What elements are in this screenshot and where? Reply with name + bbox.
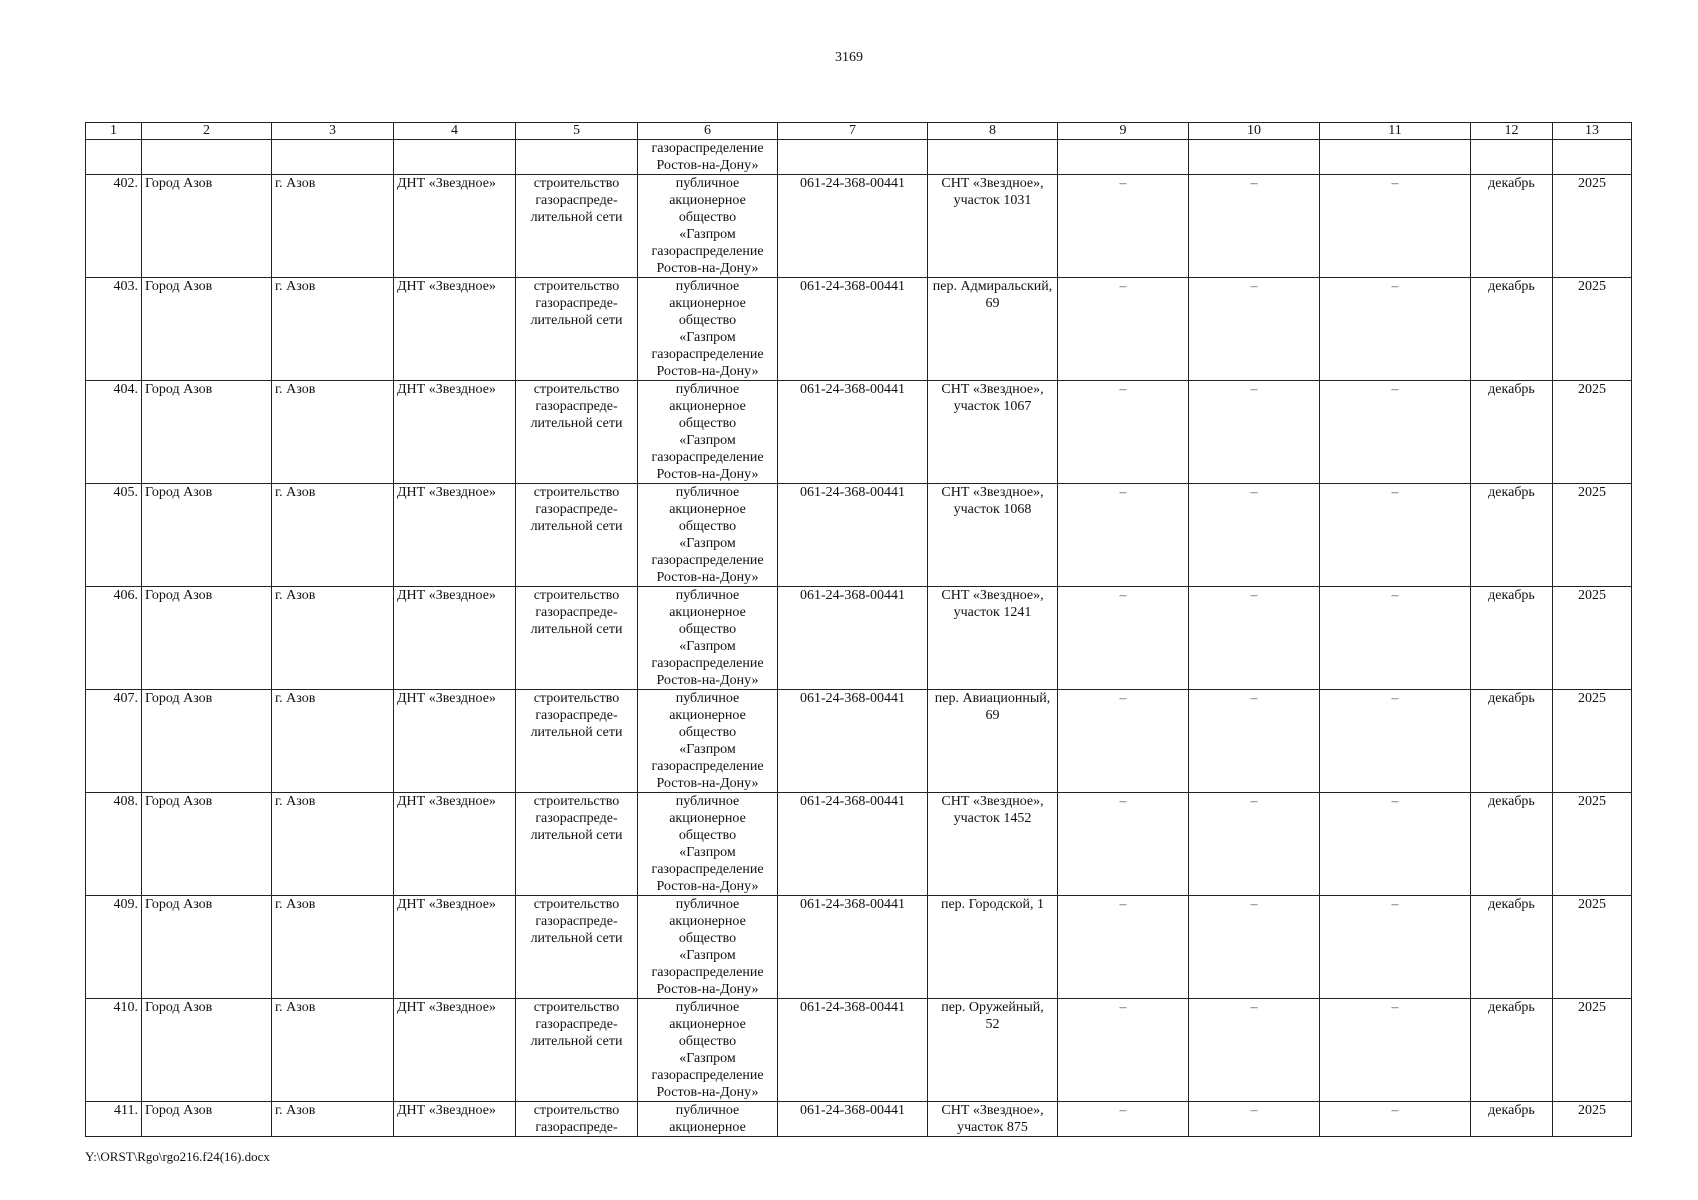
locality-cell: г. Азов	[272, 175, 394, 278]
organization-cell: публичное акционерное общество «Газпром газораспределение Ростов-на-Дону»	[638, 793, 778, 896]
empty-cell	[394, 140, 516, 175]
address-cell: СНТ «Звездное», участок 1068	[928, 484, 1058, 587]
empty-cell	[778, 140, 928, 175]
locality-cell: г. Азов	[272, 587, 394, 690]
year-cell: 2025	[1553, 484, 1632, 587]
column-header: 6	[638, 123, 778, 140]
empty-cell	[928, 140, 1058, 175]
object-cell: ДНТ «Звездное»	[394, 1102, 516, 1137]
column-11-cell: –	[1320, 381, 1471, 484]
column-11-cell: –	[1320, 278, 1471, 381]
registration-code-cell: 061-24-368-00441	[778, 381, 928, 484]
column-header: 13	[1553, 123, 1632, 140]
table-row	[86, 690, 1632, 793]
column-number-header	[86, 123, 1632, 140]
address-cell: пер. Адмиральский, 69	[928, 278, 1058, 381]
page-number: 3169	[835, 50, 863, 65]
schedule-table	[85, 122, 1632, 1137]
column-11-cell: –	[1320, 793, 1471, 896]
registration-code-cell: 061-24-368-00441	[778, 1102, 928, 1137]
municipality-cell: Город Азов	[142, 381, 272, 484]
month-cell: декабрь	[1471, 793, 1553, 896]
empty-cell	[1320, 140, 1471, 175]
address-cell: СНТ «Звездное», участок 1031	[928, 175, 1058, 278]
municipality-cell: Город Азов	[142, 587, 272, 690]
registration-code-cell: 061-24-368-00441	[778, 587, 928, 690]
row-number: 408.	[86, 793, 142, 896]
row-number: 406.	[86, 587, 142, 690]
column-9-cell: –	[1058, 587, 1189, 690]
row-number: 411.	[86, 1102, 142, 1137]
column-10-cell: –	[1189, 999, 1320, 1102]
work-type-cell: строительство газораспреде- лительной сети	[516, 587, 638, 690]
empty-cell	[516, 140, 638, 175]
work-type-cell: строительство газораспреде-	[516, 1102, 638, 1137]
column-10-cell: –	[1189, 278, 1320, 381]
column-10-cell: –	[1189, 381, 1320, 484]
work-type-cell: строительство газораспреде- лительной сети	[516, 793, 638, 896]
year-cell: 2025	[1553, 175, 1632, 278]
column-10-cell: –	[1189, 484, 1320, 587]
row-number: 402.	[86, 175, 142, 278]
municipality-cell: Город Азов	[142, 793, 272, 896]
work-type-cell: строительство газораспреде- лительной сети	[516, 278, 638, 381]
month-cell: декабрь	[1471, 999, 1553, 1102]
column-header: 8	[928, 123, 1058, 140]
work-type-cell: строительство газораспреде- лительной сети	[516, 175, 638, 278]
column-header: 5	[516, 123, 638, 140]
address-cell: пер. Городской, 1	[928, 896, 1058, 999]
table-row	[86, 999, 1632, 1102]
work-type-cell: строительство газораспреде- лительной сети	[516, 690, 638, 793]
registration-code-cell: 061-24-368-00441	[778, 690, 928, 793]
organization-cell: публичное акционерное общество «Газпром газораспределение Ростов-на-Дону»	[638, 278, 778, 381]
locality-cell: г. Азов	[272, 999, 394, 1102]
empty-cell	[1189, 140, 1320, 175]
column-10-cell: –	[1189, 690, 1320, 793]
year-cell: 2025	[1553, 896, 1632, 999]
empty-cell	[86, 140, 142, 175]
organization-cell: публичное акционерное	[638, 1102, 778, 1137]
row-number: 405.	[86, 484, 142, 587]
registration-code-cell: 061-24-368-00441	[778, 896, 928, 999]
column-9-cell: –	[1058, 690, 1189, 793]
municipality-cell: Город Азов	[142, 484, 272, 587]
column-header: 9	[1058, 123, 1189, 140]
registration-code-cell: 061-24-368-00441	[778, 793, 928, 896]
year-cell: 2025	[1553, 690, 1632, 793]
column-header: 4	[394, 123, 516, 140]
column-11-cell: –	[1320, 587, 1471, 690]
municipality-cell: Город Азов	[142, 999, 272, 1102]
municipality-cell: Город Азов	[142, 896, 272, 999]
object-cell: ДНТ «Звездное»	[394, 793, 516, 896]
organization-cell: публичное акционерное общество «Газпром газораспределение Ростов-на-Дону»	[638, 999, 778, 1102]
column-11-cell: –	[1320, 484, 1471, 587]
address-cell: пер. Оружейный, 52	[928, 999, 1058, 1102]
column-header: 11	[1320, 123, 1471, 140]
organization-cell: публичное акционерное общество «Газпром газораспределение Ростов-на-Дону»	[638, 175, 778, 278]
object-cell: ДНТ «Звездное»	[394, 999, 516, 1102]
table-row	[86, 587, 1632, 690]
month-cell: декабрь	[1471, 896, 1553, 999]
year-cell: 2025	[1553, 1102, 1632, 1137]
table-row	[86, 1102, 1632, 1137]
table-row	[86, 896, 1632, 999]
locality-cell: г. Азов	[272, 278, 394, 381]
locality-cell: г. Азов	[272, 484, 394, 587]
column-header: 1	[86, 123, 142, 140]
registration-code-cell: 061-24-368-00441	[778, 484, 928, 587]
object-cell: ДНТ «Звездное»	[394, 484, 516, 587]
column-11-cell: –	[1320, 1102, 1471, 1137]
column-header: 3	[272, 123, 394, 140]
column-10-cell: –	[1189, 793, 1320, 896]
object-cell: ДНТ «Звездное»	[394, 381, 516, 484]
table-row	[86, 381, 1632, 484]
footer-file-path: Y:\ORST\Rgo\rgo216.f24(16).docx	[85, 1149, 270, 1164]
column-11-cell: –	[1320, 175, 1471, 278]
registration-code-cell: 061-24-368-00441	[778, 175, 928, 278]
column-10-cell: –	[1189, 587, 1320, 690]
empty-cell	[1553, 140, 1632, 175]
object-cell: ДНТ «Звездное»	[394, 587, 516, 690]
column-10-cell: –	[1189, 1102, 1320, 1137]
address-cell: СНТ «Звездное», участок 1241	[928, 587, 1058, 690]
locality-cell: г. Азов	[272, 1102, 394, 1137]
object-cell: ДНТ «Звездное»	[394, 278, 516, 381]
row-number: 410.	[86, 999, 142, 1102]
organization-cell: газораспределение Ростов-на-Дону»	[638, 140, 778, 175]
organization-cell: публичное акционерное общество «Газпром газораспределение Ростов-на-Дону»	[638, 381, 778, 484]
year-cell: 2025	[1553, 999, 1632, 1102]
month-cell: декабрь	[1471, 587, 1553, 690]
column-10-cell: –	[1189, 175, 1320, 278]
row-number: 407.	[86, 690, 142, 793]
work-type-cell: строительство газораспреде- лительной сети	[516, 896, 638, 999]
column-9-cell: –	[1058, 278, 1189, 381]
column-9-cell: –	[1058, 175, 1189, 278]
address-cell: СНТ «Звездное», участок 1067	[928, 381, 1058, 484]
work-type-cell: строительство газораспреде- лительной сети	[516, 999, 638, 1102]
column-11-cell: –	[1320, 999, 1471, 1102]
month-cell: декабрь	[1471, 278, 1553, 381]
column-header: 2	[142, 123, 272, 140]
table-row	[86, 278, 1632, 381]
object-cell: ДНТ «Звездное»	[394, 690, 516, 793]
locality-cell: г. Азов	[272, 896, 394, 999]
table-row	[86, 175, 1632, 278]
municipality-cell: Город Азов	[142, 1102, 272, 1137]
year-cell: 2025	[1553, 278, 1632, 381]
column-header: 7	[778, 123, 928, 140]
registration-code-cell: 061-24-368-00441	[778, 278, 928, 381]
column-11-cell: –	[1320, 896, 1471, 999]
column-9-cell: –	[1058, 896, 1189, 999]
year-cell: 2025	[1553, 793, 1632, 896]
table-row	[86, 793, 1632, 896]
table-row-continuation	[86, 140, 1632, 175]
column-9-cell: –	[1058, 484, 1189, 587]
month-cell: декабрь	[1471, 381, 1553, 484]
locality-cell: г. Азов	[272, 793, 394, 896]
locality-cell: г. Азов	[272, 381, 394, 484]
month-cell: декабрь	[1471, 484, 1553, 587]
column-9-cell: –	[1058, 381, 1189, 484]
month-cell: декабрь	[1471, 175, 1553, 278]
organization-cell: публичное акционерное общество «Газпром газораспределение Ростов-на-Дону»	[638, 484, 778, 587]
organization-cell: публичное акционерное общество «Газпром газораспределение Ростов-на-Дону»	[638, 587, 778, 690]
column-9-cell: –	[1058, 999, 1189, 1102]
registration-code-cell: 061-24-368-00441	[778, 999, 928, 1102]
empty-cell	[1471, 140, 1553, 175]
row-number: 403.	[86, 278, 142, 381]
object-cell: ДНТ «Звездное»	[394, 896, 516, 999]
column-9-cell: –	[1058, 1102, 1189, 1137]
work-type-cell: строительство газораспреде- лительной сети	[516, 381, 638, 484]
row-number: 404.	[86, 381, 142, 484]
month-cell: декабрь	[1471, 690, 1553, 793]
empty-cell	[142, 140, 272, 175]
address-cell: СНТ «Звездное», участок 875	[928, 1102, 1058, 1137]
column-header: 10	[1189, 123, 1320, 140]
organization-cell: публичное акционерное общество «Газпром газораспределение Ростов-на-Дону»	[638, 896, 778, 999]
year-cell: 2025	[1553, 587, 1632, 690]
empty-cell	[1058, 140, 1189, 175]
organization-cell: публичное акционерное общество «Газпром газораспределение Ростов-на-Дону»	[638, 690, 778, 793]
municipality-cell: Город Азов	[142, 278, 272, 381]
month-cell: декабрь	[1471, 1102, 1553, 1137]
address-cell: пер. Авиационный, 69	[928, 690, 1058, 793]
work-type-cell: строительство газораспреде- лительной сети	[516, 484, 638, 587]
municipality-cell: Город Азов	[142, 175, 272, 278]
column-11-cell: –	[1320, 690, 1471, 793]
empty-cell	[272, 140, 394, 175]
address-cell: СНТ «Звездное», участок 1452	[928, 793, 1058, 896]
municipality-cell: Город Азов	[142, 690, 272, 793]
year-cell: 2025	[1553, 381, 1632, 484]
object-cell: ДНТ «Звездное»	[394, 175, 516, 278]
table-body	[86, 123, 1632, 1137]
column-10-cell: –	[1189, 896, 1320, 999]
column-9-cell: –	[1058, 793, 1189, 896]
table-row	[86, 484, 1632, 587]
locality-cell: г. Азов	[272, 690, 394, 793]
row-number: 409.	[86, 896, 142, 999]
column-header: 12	[1471, 123, 1553, 140]
